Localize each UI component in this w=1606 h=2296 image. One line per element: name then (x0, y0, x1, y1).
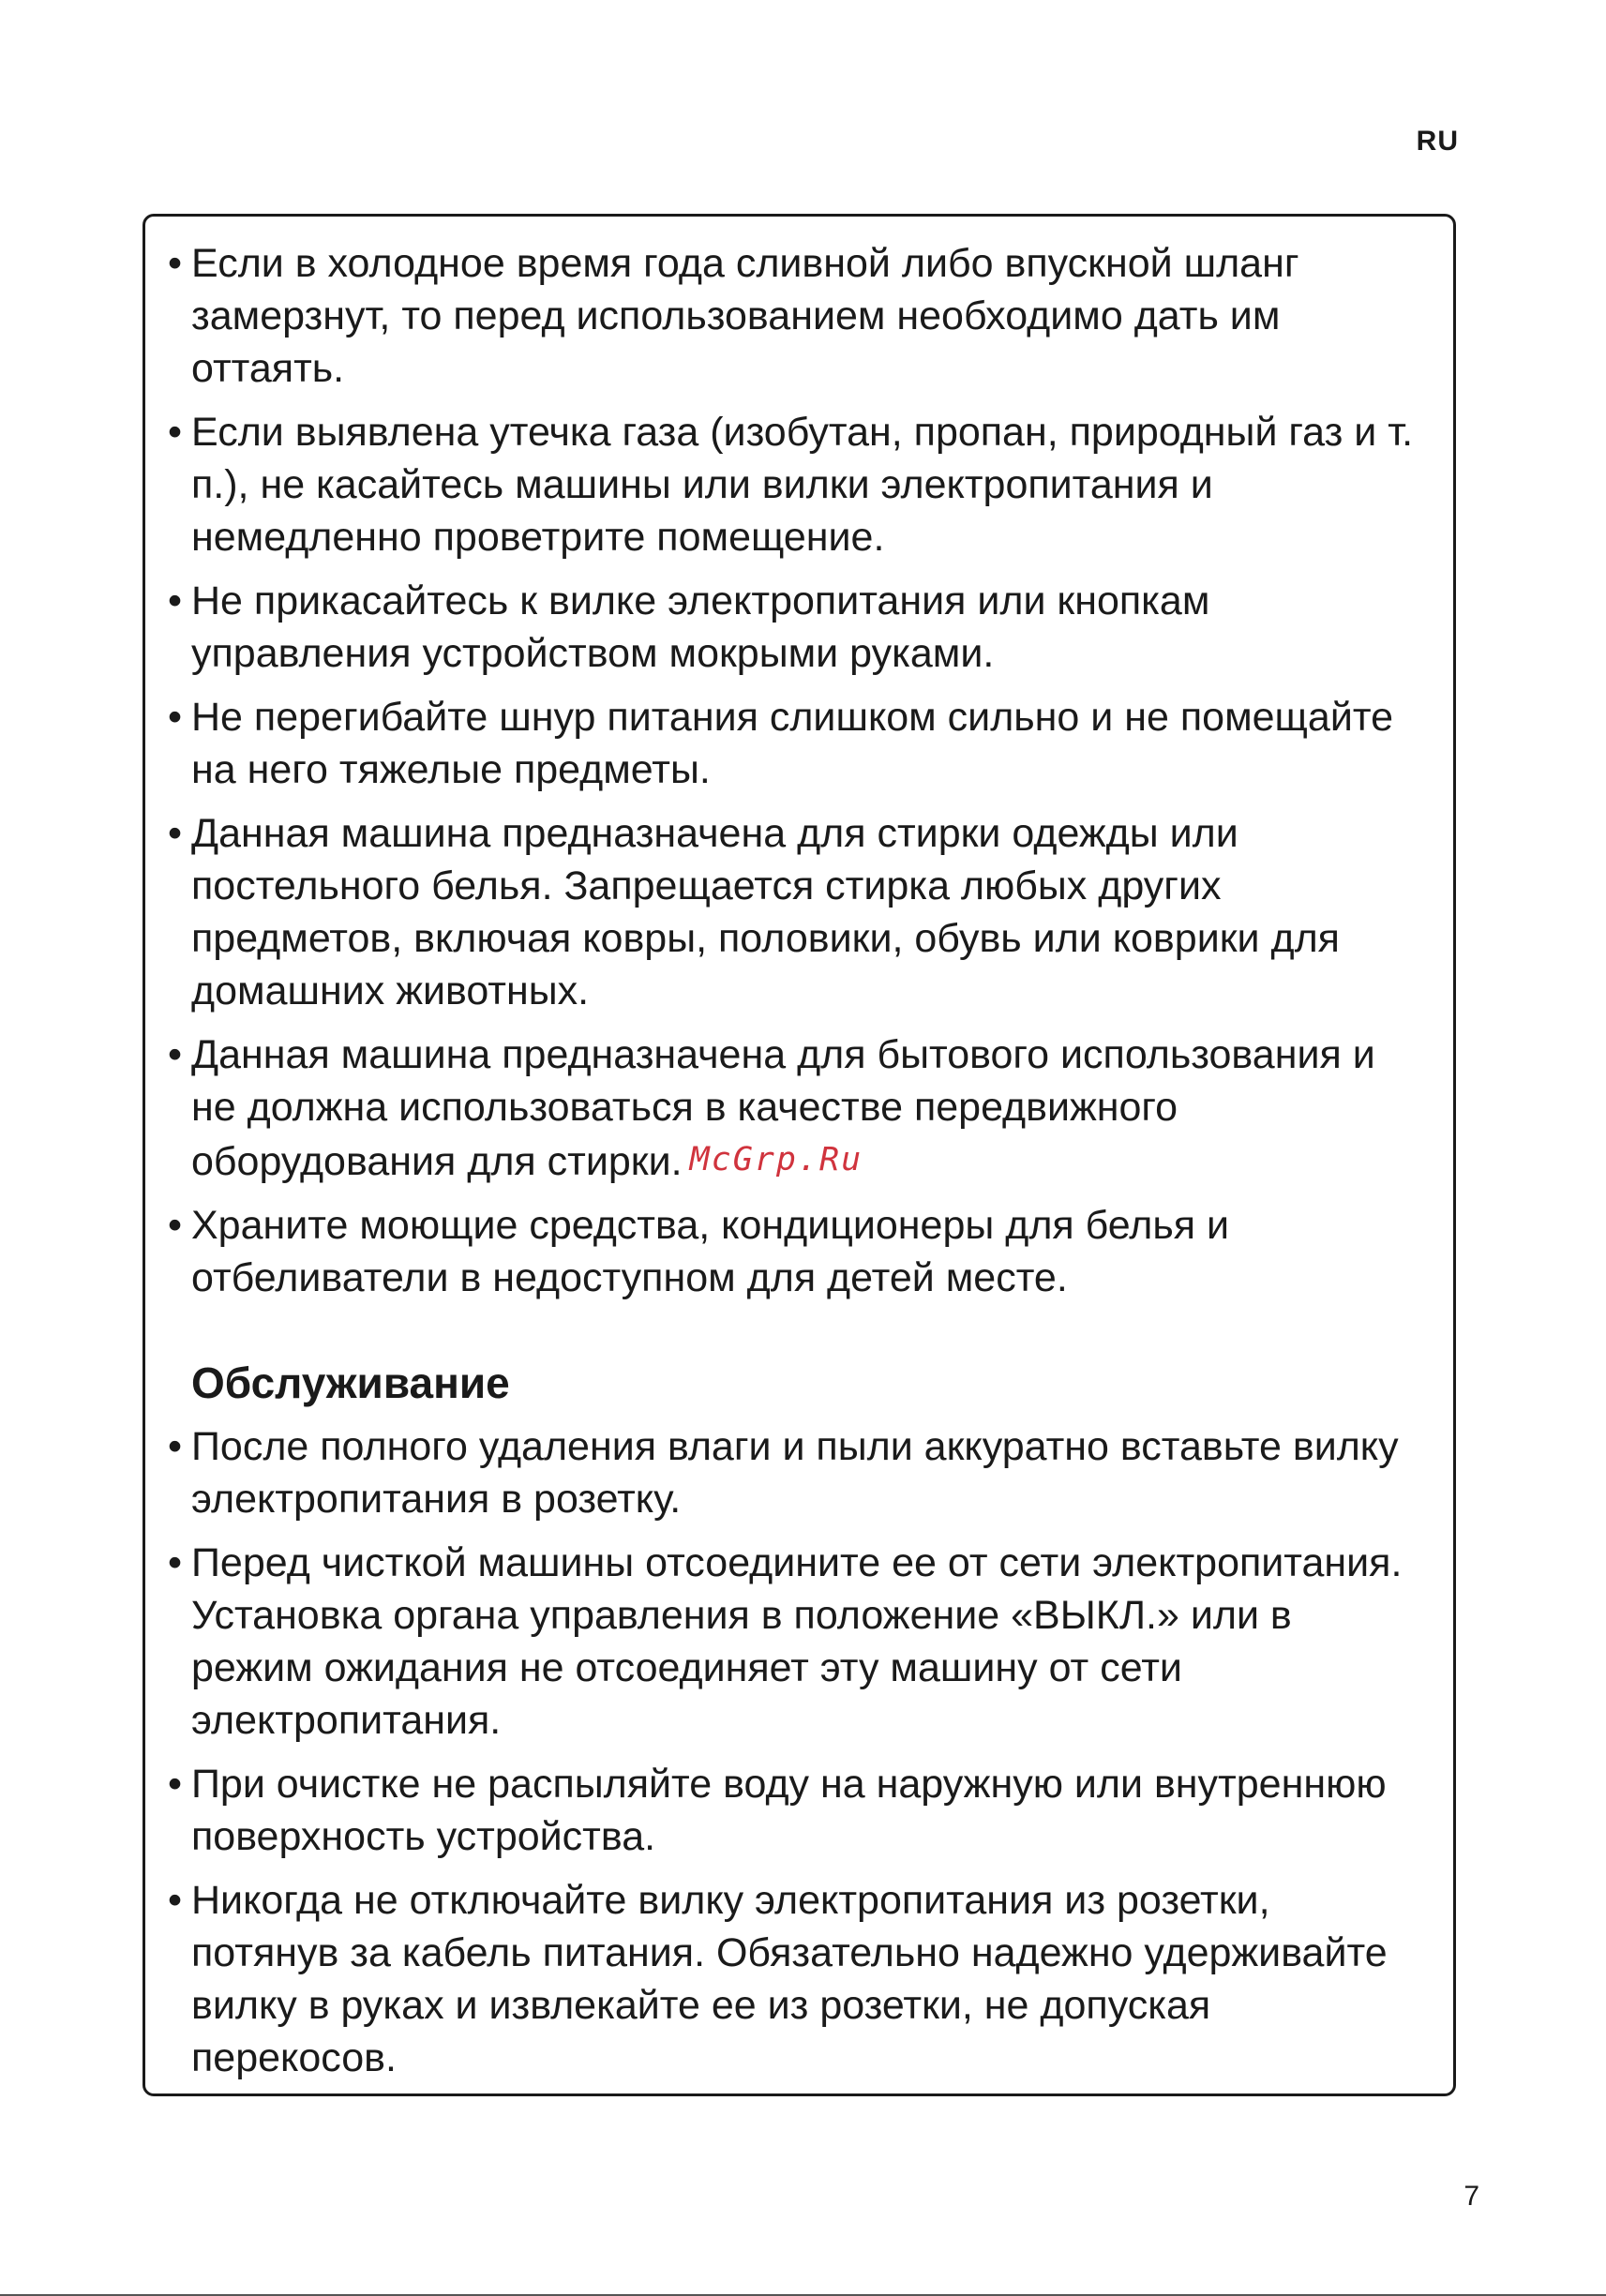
safety-instructions-box (143, 214, 1456, 2096)
list-item: • Если выявлена утечка газа (изобутан, пропан, природный газ и т. п.), не касайтесь машины или вилки электропитания и немедленно проветрите помещение. (168, 406, 1416, 563)
page-number: 7 (1463, 2181, 1479, 2212)
language-tag: RU (1416, 126, 1459, 157)
list-item: • Перед чисткой машины отсоедините ее от сети электропитания. Установка органа управления в положение «ВЫКЛ.» или в режим ожидания не отсоединяет эту машину от сети электропитания. (168, 1537, 1416, 1747)
list-item: • Данная машина предназначена для бытового использования и не должна использоваться в качестве передвижного оборудования для стирки. McGrp.Ru (168, 1028, 1416, 1188)
list-item: • Никогда не отключайте вилку электропитания из розетки, потянув за кабель питания. Обязательно надежно удерживайте вилку в руках и извлекайте ее из розетки, не допуская перекосов. (168, 1874, 1416, 2084)
list-item: • Данная машина предназначена для стирки одежды или постельного белья. Запрещается стирка любых других предметов, включая ковры, половики, обувь или коврики для домашних животных. (168, 807, 1416, 1017)
list-item: • Не перегибайте шнур питания слишком сильно и не помещайте на него тяжелые предметы. (168, 691, 1416, 796)
list-item: • После полного удаления влаги и пыли аккуратно вставьте вилку электропитания в розетку. (168, 1420, 1416, 1525)
watermark: McGrp.Ru (689, 1141, 863, 1178)
list-item: • Храните моющие средства, кондиционеры для белья и отбеливатели в недоступном для детей месте. (168, 1199, 1416, 1304)
list-item: • При очистке не распыляйте воду на наружную или внутреннюю поверхность устройства. (168, 1758, 1416, 1863)
safety-list (168, 237, 1416, 1304)
list-item: • Не прикасайтесь к вилке электропитания или кнопкам управления устройством мокрыми руками. (168, 575, 1416, 680)
maintenance-list (168, 1420, 1416, 2084)
list-item: • Если в холодное время года сливной либо впускной шланг замерзнут, то перед использованием необходимо дать им оттаять. (168, 237, 1416, 395)
section-title-maintenance: Обслуживание (191, 1358, 510, 1407)
